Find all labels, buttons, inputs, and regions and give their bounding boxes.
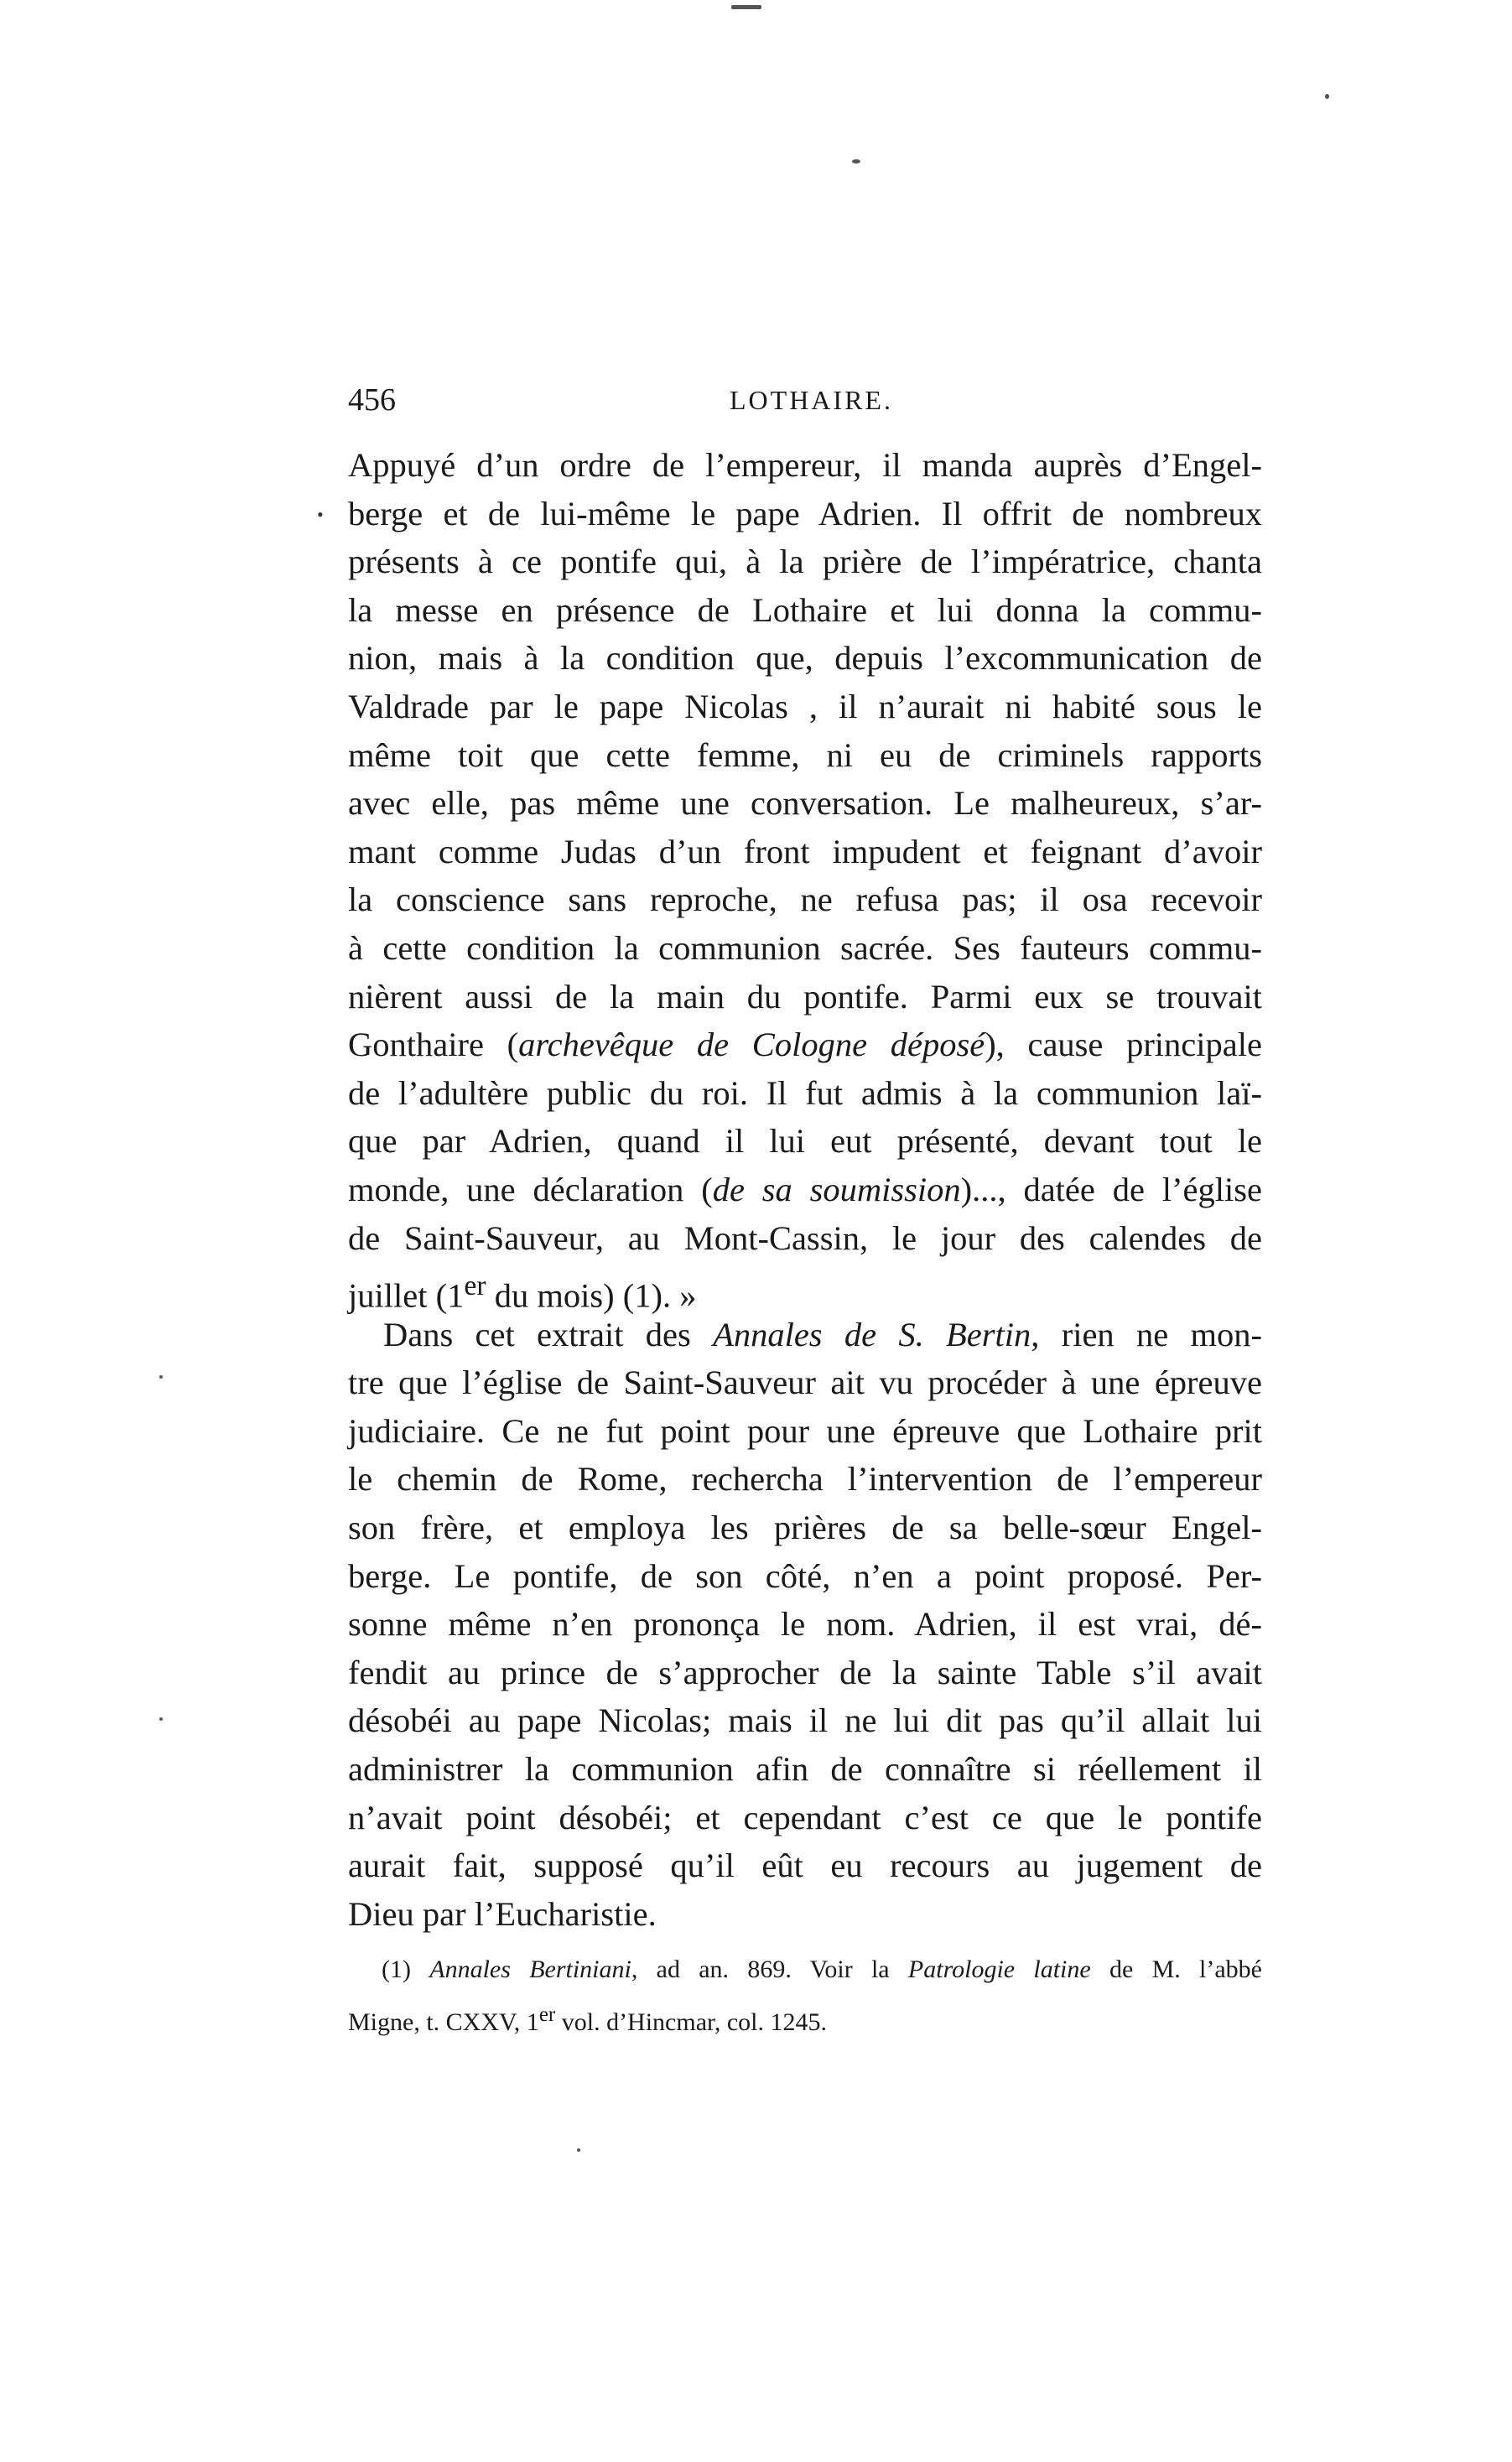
footnote-line — [348, 1992, 1262, 2038]
text-line — [348, 1311, 1262, 1359]
text-run: monde, une déclaration ( — [348, 1170, 713, 1208]
text-line — [348, 1021, 1262, 1069]
text-run: du mois) (1). » — [486, 1276, 697, 1315]
text-run: , rien ne mon- — [1031, 1315, 1263, 1353]
text-line — [348, 1166, 1262, 1214]
italic-text: Annales Bertiniani — [429, 1956, 631, 1983]
text-line: tre que l’église de Saint-Sauveur ait vu procéder à une épreuve — [348, 1363, 1262, 1402]
text-run: ), cause principale — [985, 1026, 1262, 1064]
text-run: juillet (1 — [348, 1276, 465, 1315]
text-line: nion, mais à la condition que, depuis l’excommunication de — [348, 639, 1262, 678]
text-line: que par Adrien, quand il lui eut présenté, devant tout le — [348, 1122, 1262, 1161]
text-run: Gonthaire ( — [348, 1026, 519, 1064]
scan-speck — [159, 1375, 163, 1379]
text-line: même toit que cette femme, ni eu de criminels rapports — [348, 735, 1262, 774]
italic-text: Patrologie latine — [907, 1956, 1091, 1983]
running-head — [348, 382, 1262, 432]
scan-speck — [577, 2148, 580, 2152]
text-line: Appuyé d’un ordre de l’empereur, il manda auprès d’Engel- — [348, 446, 1262, 484]
body-text — [348, 441, 1262, 1938]
text-run: de M. l’abbé — [1090, 1956, 1263, 1983]
text-run: vol. d’Hincmar, col. 1245. — [555, 2008, 827, 2036]
italic-text: Annales de S. Bertin — [713, 1315, 1031, 1353]
text-line: son frère, et employa les prières de sa belle-sœur Engel- — [348, 1509, 1262, 1547]
scan-speck — [852, 159, 860, 164]
text-line: désobéi au pape Nicolas; mais il ne lui dit pas qu’il allait lui — [348, 1701, 1262, 1740]
scan-speck — [731, 5, 761, 9]
text-line: aurait fait, supposé qu’il eût eu recours au jugement de — [348, 1846, 1262, 1885]
text-run: Dans cet extrait des — [383, 1315, 714, 1353]
text-line: sonne même n’en prononça le nom. Adrien, il est vrai, dé- — [348, 1605, 1262, 1644]
scan-speck — [159, 1717, 163, 1721]
running-title: LOTHAIRE. — [730, 385, 893, 415]
footnote — [348, 1947, 1263, 2038]
text-line: fendit au prince de s’approcher de la sainte Table s’il avait — [348, 1653, 1262, 1691]
text-line: n’avait point désobéi; et cependant c’est ce que le pontife — [348, 1798, 1262, 1836]
text-run: )..., datée de l’église — [960, 1170, 1262, 1208]
text-line: présents à ce pontife qui, à la prière de l’impératrice, chanta — [348, 543, 1262, 581]
text-line: la conscience sans reproche, ne refusa pas; il osa recevoir — [348, 880, 1262, 919]
text-line: Dieu par l’Eucharistie. — [348, 1894, 657, 1933]
italic-text: archevêque de Cologne déposé — [518, 1026, 985, 1064]
footnote-marker: (1) — [382, 1956, 430, 1983]
text-line: le chemin de Rome, rechercha l’intervention de l’empereur — [348, 1460, 1262, 1498]
text-line: avec elle, pas même une conversation. Le malheureux, s’ar- — [348, 784, 1262, 823]
text-line: berge. Le pontife, de son côté, n’en a point proposé. Per- — [348, 1556, 1262, 1595]
text-line: la messe en présence de Lothaire et lui donna la commu- — [348, 590, 1262, 629]
text-line: de Saint-Sauveur, au Mont-Cassin, le jour des calendes de — [348, 1218, 1262, 1257]
text-run: Migne, t. CXXV, 1 — [348, 2008, 539, 2036]
margin-bullet: • — [317, 504, 324, 525]
text-run: , ad an. 869. Voir la — [631, 1956, 908, 1983]
text-line: à cette condition la communion sacrée. Ses fauteurs commu- — [348, 928, 1262, 967]
page-number: 456 — [348, 382, 396, 418]
footnote-line — [382, 1947, 1262, 1992]
text-line: mant comme Judas d’un front impudent et feignant d’avoir — [348, 832, 1262, 870]
text-line: nièrent aussi de la main du pontife. Parmi eux se trouvait — [348, 977, 1262, 1015]
text-line: Valdrade par le pape Nicolas , il n’aurait ni habité sous le — [348, 687, 1262, 725]
text-line: judiciaire. Ce ne fut point pour une épreuve que Lothaire prit — [348, 1411, 1262, 1450]
text-line: berge et de lui-même le pape Adrien. Il offrit de nombreux — [348, 494, 1262, 532]
text-line: administrer la communion afin de connaître si réellement il — [348, 1750, 1262, 1789]
superscript: er — [464, 1270, 486, 1302]
italic-text: de sa soumission — [712, 1170, 961, 1208]
scan-speck — [1325, 94, 1329, 99]
text-line: de l’adultère public du roi. Il fut admis à la communion laï- — [348, 1073, 1262, 1112]
superscript: er — [538, 2003, 556, 2026]
text-line — [348, 1262, 1262, 1315]
